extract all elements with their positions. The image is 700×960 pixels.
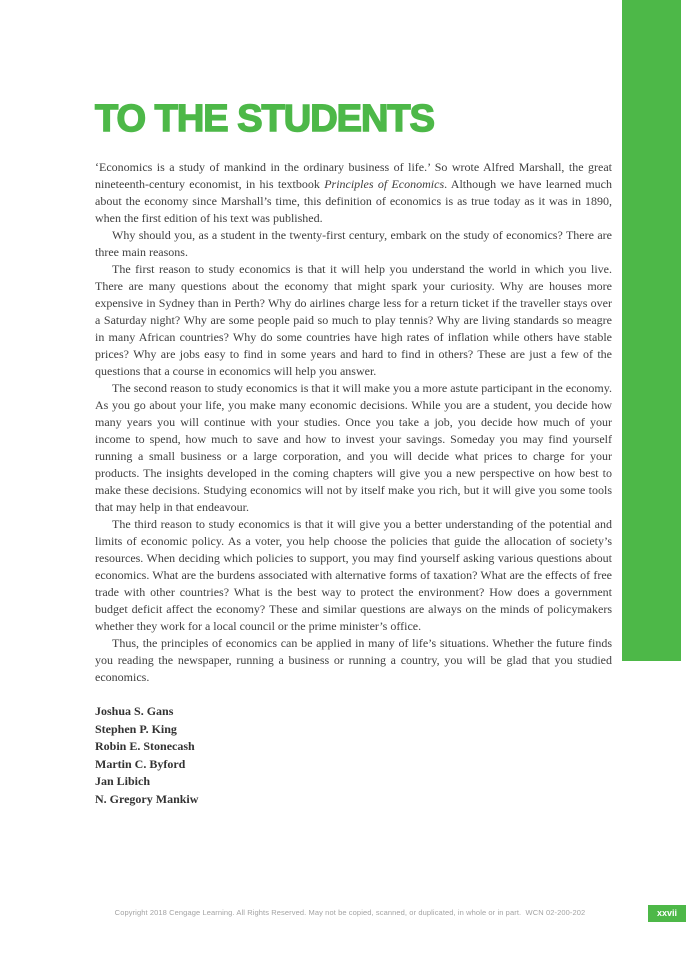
intro-text-pre: ‘Economics is a study of mankind in the ordinary business of life.’ So wrote Alfred Marshall, the great nineteenth-century economist, in his textbook: [95, 160, 612, 191]
first-reason-paragraph: The first reason to study economics is that it will help you understand the world in which you live. There are many questions about the economy that might spark your curiosity. Why are houses more expensive in Sydney than in Perth? Why do airlines charge less for a return ticket if the traveller stays over a Saturday night? Why are some people paid so much to play tennis? Why are living standards so meagre in many African countries? Why do some countries have high rates of inflation while others have stable prices? Why are jobs easy to find in some years and hard to find in others? These are just a few of the questions that a course in economics will help you answer.: [95, 262, 612, 378]
second-reason-paragraph: The second reason to study economics is that it will make you a more astute participant in the economy. As you go about your life, you make many economic decisions. While you are a student, you decide how many years you will continue with your studies. Once you take a job, you decide how much of your income to spend, how much to save and how to invest your savings. Someday you may find yourself running a small business or a large corporation, and you will decide what prices to charge for your products. The insights developed in the coming chapters will give you a new perspective on how best to make these decisions. Studying economics will not by itself make you rich, but it will give you some tools that may help in that endeavour.: [95, 381, 612, 514]
author-name: Robin E. Stonecash: [95, 739, 195, 753]
intro-text-post: . Although we have learned much about the economy since Marshall’s time, this definition of economics is as true today as it was in 1890, when the first edition of his text was published.: [95, 177, 612, 225]
page-number-badge: xxvii: [648, 905, 686, 922]
green-accent-bar: [622, 0, 681, 661]
page-content: [95, 0, 612, 808]
author-name: N. Gregory Mankiw: [95, 791, 199, 806]
copyright-notice: Copyright 2018 Cengage Learning. All Rights Reserved. May not be copied, scanned, or duplicated, in whole or in part. WCN 02-200-202: [114, 908, 586, 917]
intro-paragraph: [95, 159, 612, 227]
author-name: Jan Libich: [95, 774, 151, 788]
page-title: TO THE STUDENTS: [95, 98, 434, 140]
author-name: Stephen P. King: [95, 721, 177, 736]
book-title-italic: Principles of Economics: [324, 177, 445, 191]
why-study-paragraph: Why should you, as a student in the twenty-first century, embark on the study of economics? There are three main reasons.: [95, 228, 612, 259]
closing-paragraph: Thus, the principles of economics can be applied in many of life’s situations. Whether the future finds you reading the newspaper, running a business or running a country, you will be glad that you studied economics.: [95, 636, 612, 684]
third-reason-paragraph: The third reason to study economics is that it will give you a better understanding of the potential and limits of economic policy. As a voter, you help choose the policies that guide the allocation of society’s resources. When deciding which policies to support, you may find yourself asking various questions about economics. What are the burdens associated with alternative forms of taxation? What are the effects of free trade with other countries? What is the best way to protect the environment? How does a government budget deficit affect the economy? These and similar questions are always on the minds of policymakers whether they work for a local council or the prime minister’s office.: [95, 517, 612, 633]
author-name: Martin C. Byford: [95, 756, 186, 771]
author-name: Joshua S. Gans: [95, 704, 174, 718]
body-text: [95, 159, 612, 686]
author-list: [95, 703, 612, 808]
